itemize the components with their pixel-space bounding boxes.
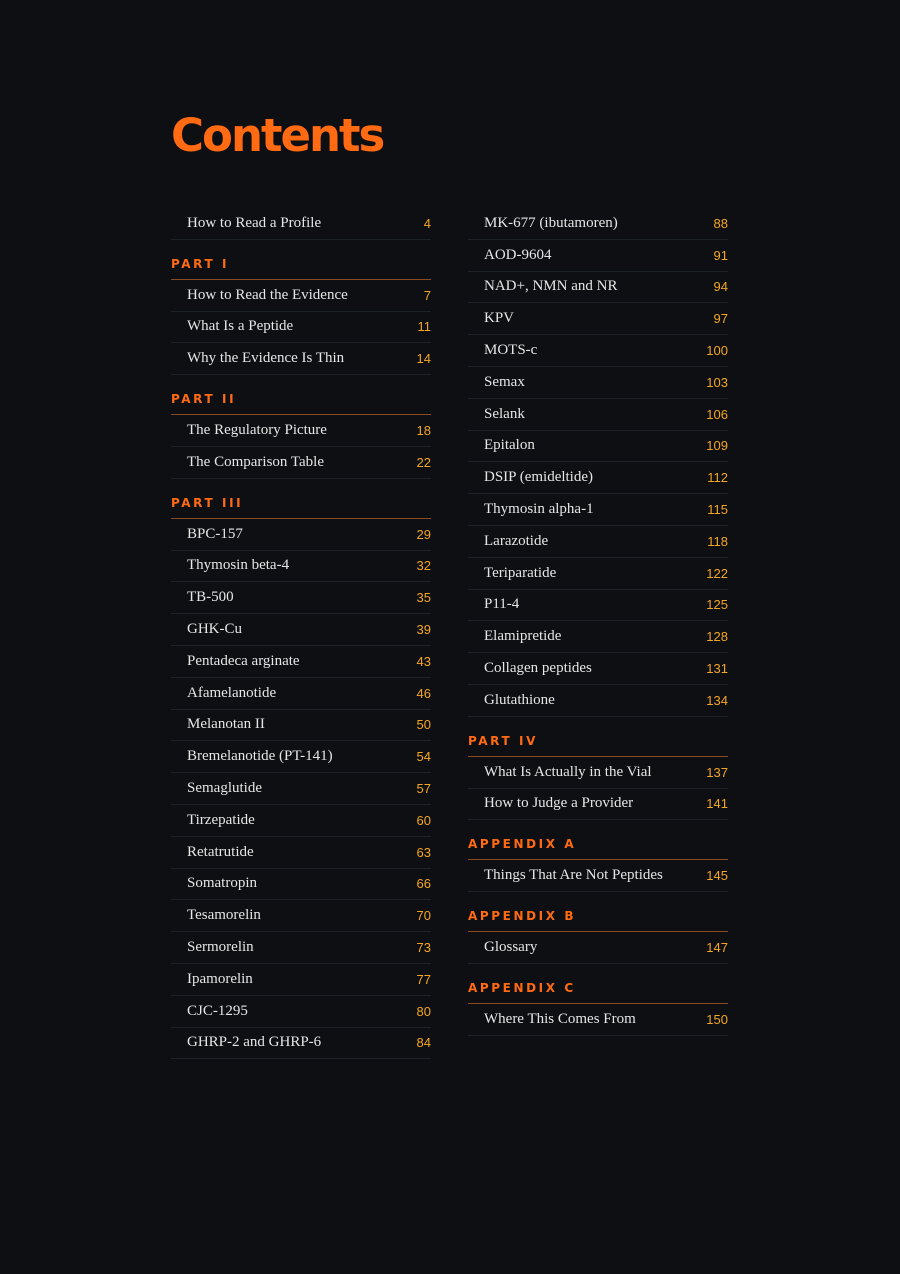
toc-entry-semax[interactable]: [468, 367, 728, 399]
toc-entry-label: Why the Evidence Is Thin: [187, 350, 345, 367]
toc-entry-label: Semaglutide: [187, 780, 262, 797]
toc-entry-label: TB-500: [187, 589, 234, 606]
toc-entry-page-number: 84: [416, 1035, 431, 1051]
toc-entry-label: Glossary: [484, 939, 538, 956]
toc-entry-pentadeca-arginate[interactable]: [171, 646, 431, 678]
toc-entry-where-this-comes-from[interactable]: [468, 1004, 728, 1036]
toc-entry-page-number: 77: [416, 971, 431, 987]
toc-entry-tesamorelin[interactable]: [171, 900, 431, 932]
toc-entry-page-number: 46: [416, 685, 431, 701]
toc-entry-label: NAD+, NMN and NR: [484, 278, 618, 295]
toc-entry-page-number: 115: [707, 502, 728, 518]
toc-entry-epitalon[interactable]: [468, 431, 728, 463]
toc-entry-label: GHRP-2 and GHRP-6: [187, 1034, 322, 1051]
toc-entry-page-number: 100: [706, 343, 728, 359]
toc-entry-page-number: 128: [706, 629, 728, 645]
toc-entry-page-number: 32: [416, 558, 431, 574]
section-heading-part-iii: PART III: [171, 493, 431, 519]
toc-entry-page-number: 66: [416, 876, 431, 892]
toc-entry-page-number: 35: [416, 590, 431, 606]
toc-entry-collagen-peptides[interactable]: [468, 653, 728, 685]
toc-entry-page-number: 73: [416, 940, 431, 956]
toc-entry-thymosin-beta-4[interactable]: [171, 551, 431, 583]
toc-entry-somatropin[interactable]: [171, 869, 431, 901]
toc-entry-why-the-evidence-is-thin[interactable]: [171, 343, 431, 375]
toc-entry-bremelanotide-pt-141[interactable]: [171, 741, 431, 773]
toc-entry-the-regulatory-picture[interactable]: [171, 415, 431, 447]
toc-entry-page-number: 4: [423, 215, 431, 231]
toc-entry-label: Bremelanotide (PT-141): [187, 748, 333, 765]
section-heading-appendix-c: APPENDIX C: [468, 978, 728, 1004]
toc-entry-label: Teriparatide: [484, 564, 557, 581]
toc-entry-page-number: 7: [423, 287, 431, 303]
toc-entry-things-that-are-not-peptides[interactable]: [468, 860, 728, 892]
toc-entry-thymosin-alpha-1[interactable]: [468, 494, 728, 526]
toc-entry-label: Thymosin beta-4: [187, 557, 290, 574]
toc-entry-label: The Comparison Table: [187, 453, 324, 470]
toc-entry-what-is-a-peptide[interactable]: [171, 312, 431, 344]
toc-entry-page-number: 97: [713, 311, 728, 327]
toc-entry-label: MOTS-c: [484, 342, 538, 359]
toc-entry-page-number: 39: [416, 622, 431, 638]
section-heading-appendix-b: APPENDIX B: [468, 906, 728, 932]
toc-entry-semaglutide[interactable]: [171, 773, 431, 805]
toc-entry-label: Larazotide: [484, 532, 549, 549]
toc-entry-page-number: 150: [706, 1011, 728, 1027]
toc-entry-label: Melanotan II: [187, 716, 265, 733]
toc-entry-label: How to Judge a Provider: [484, 795, 634, 812]
toc-entry-page-number: 63: [416, 844, 431, 860]
toc-entry-page-number: 80: [416, 1003, 431, 1019]
toc-entry-page-number: 94: [713, 279, 728, 295]
toc-entry-page-number: 147: [706, 940, 728, 956]
toc-entry-label: Somatropin: [187, 875, 257, 892]
toc-entry-page-number: 131: [706, 661, 728, 677]
toc-entry-tirzepatide[interactable]: [171, 805, 431, 837]
toc-entry-page-number: 122: [706, 565, 728, 581]
toc-entry-page-number: 145: [706, 868, 728, 884]
toc-entry-retatrutide[interactable]: [171, 837, 431, 869]
toc-entry-glossary[interactable]: [468, 932, 728, 964]
toc-entry-page-number: 50: [416, 717, 431, 733]
toc-entry-mk-677-ibutamoren[interactable]: [468, 208, 728, 240]
toc-entry-page-number: 109: [706, 438, 728, 454]
toc-entry-label: GHK-Cu: [187, 621, 242, 638]
toc-entry-label: How to Read a Profile: [187, 214, 322, 231]
toc-entry-ghk-cu[interactable]: [171, 614, 431, 646]
toc-entry-label: BPC-157: [187, 525, 243, 542]
toc-entry-label: Things That Are Not Peptides: [484, 867, 663, 884]
toc-entry-ghrp-2-and-ghrp-6[interactable]: [171, 1028, 431, 1060]
toc-entry-label: KPV: [484, 310, 515, 327]
toc-entry-page-number: 29: [416, 526, 431, 542]
toc-entry-page-number: 125: [706, 597, 728, 613]
toc-entry-page-number: 88: [713, 215, 728, 231]
toc-entry-page-number: 57: [416, 781, 431, 797]
toc-entry-label: Collagen peptides: [484, 660, 592, 677]
toc-entry-label: How to Read the Evidence: [187, 286, 348, 303]
toc-entry-glutathione[interactable]: [468, 685, 728, 717]
toc-entry-page-number: 103: [706, 374, 728, 390]
toc-entry-elamipretide[interactable]: [468, 621, 728, 653]
toc-entry-page-number: 134: [706, 692, 728, 708]
toc-entry-label: Selank: [484, 405, 525, 422]
toc-entry-page-number: 18: [416, 423, 431, 439]
toc-entry-label: P11-4: [484, 596, 520, 613]
toc-entry-what-is-actually-in-the-vial[interactable]: [468, 757, 728, 789]
toc-entry-page-number: 11: [417, 319, 431, 335]
toc-entry-page-number: 43: [416, 653, 431, 669]
toc-entry-label: Ipamorelin: [187, 970, 253, 987]
toc-entry-label: Retatrutide: [187, 843, 254, 860]
toc-entry-label: Afamelanotide: [187, 684, 277, 701]
toc-entry-aod-9604[interactable]: [468, 240, 728, 272]
toc-entry-label: Where This Comes From: [484, 1010, 636, 1027]
toc-entry-page-number: 14: [416, 351, 431, 367]
toc-entry-label: Pentadeca arginate: [187, 652, 300, 669]
toc-entry-larazotide[interactable]: [468, 526, 728, 558]
toc-entry-label: Elamipretide: [484, 628, 562, 645]
toc-entry-label: MK-677 (ibutamoren): [484, 214, 618, 231]
toc-entry-page-number: 118: [707, 533, 728, 549]
toc-entry-afamelanotide[interactable]: [171, 678, 431, 710]
toc-entry-page-number: 112: [707, 470, 728, 486]
section-heading-part-ii: PART II: [171, 389, 431, 415]
toc-entry-label: Tirzepatide: [187, 811, 255, 828]
toc-entry-label: What Is a Peptide: [187, 318, 294, 335]
toc-entry-kpv[interactable]: [468, 303, 728, 335]
toc-entry-label: What Is Actually in the Vial: [484, 763, 652, 780]
toc-entry-page-number: 54: [416, 749, 431, 765]
section-heading-part-i: PART I: [171, 254, 431, 280]
toc-entry-page-number: 91: [713, 247, 728, 263]
toc-entry-page-number: 22: [416, 454, 431, 470]
toc-entry-ipamorelin[interactable]: [171, 964, 431, 996]
toc-right-column: [468, 208, 728, 1036]
toc-entry-label: The Regulatory Picture: [187, 422, 327, 439]
toc-entry-label: DSIP (emideltide): [484, 469, 594, 486]
toc-entry-melanotan-ii[interactable]: [171, 710, 431, 742]
toc-entry-how-to-read-a-profile[interactable]: [171, 208, 431, 240]
toc-entry-page-number: 70: [416, 908, 431, 924]
toc-entry-label: AOD-9604: [484, 246, 552, 263]
toc-entry-label: Tesamorelin: [187, 907, 261, 924]
toc-entry-the-comparison-table[interactable]: [171, 447, 431, 479]
toc-entry-selank[interactable]: [468, 399, 728, 431]
toc-entry-how-to-read-the-evidence[interactable]: [171, 280, 431, 312]
section-heading-part-iv: PART IV: [468, 731, 728, 757]
toc-entry-bpc-157[interactable]: [171, 519, 431, 551]
toc-entry-p11-4[interactable]: [468, 590, 728, 622]
toc-entry-how-to-judge-a-provider[interactable]: [468, 789, 728, 821]
toc-entry-label: Glutathione: [484, 691, 555, 708]
toc-entry-page-number: 141: [706, 796, 728, 812]
section-heading-appendix-a: APPENDIX A: [468, 834, 728, 860]
toc-entry-label: CJC-1295: [187, 1002, 248, 1019]
toc-left-column: [171, 208, 431, 1059]
toc-entry-cjc-1295[interactable]: [171, 996, 431, 1028]
toc-entry-label: Semax: [484, 373, 525, 390]
toc-entry-page-number: 60: [416, 812, 431, 828]
toc-entry-label: Sermorelin: [187, 939, 254, 956]
toc-entry-page-number: 106: [706, 406, 728, 422]
toc-entry-teriparatide[interactable]: [468, 558, 728, 590]
toc-entry-tb-500[interactable]: [171, 582, 431, 614]
toc-entry-page-number: 137: [706, 764, 728, 780]
toc-entry-sermorelin[interactable]: [171, 932, 431, 964]
toc-entry-mots-c[interactable]: [468, 335, 728, 367]
page-title: Contents: [171, 109, 384, 162]
toc-entry-label: Thymosin alpha-1: [484, 501, 594, 518]
toc-entry-dsip-emideltide[interactable]: [468, 462, 728, 494]
toc-entry-label: Epitalon: [484, 437, 535, 454]
toc-entry-nad-nmn-and-nr[interactable]: [468, 272, 728, 304]
